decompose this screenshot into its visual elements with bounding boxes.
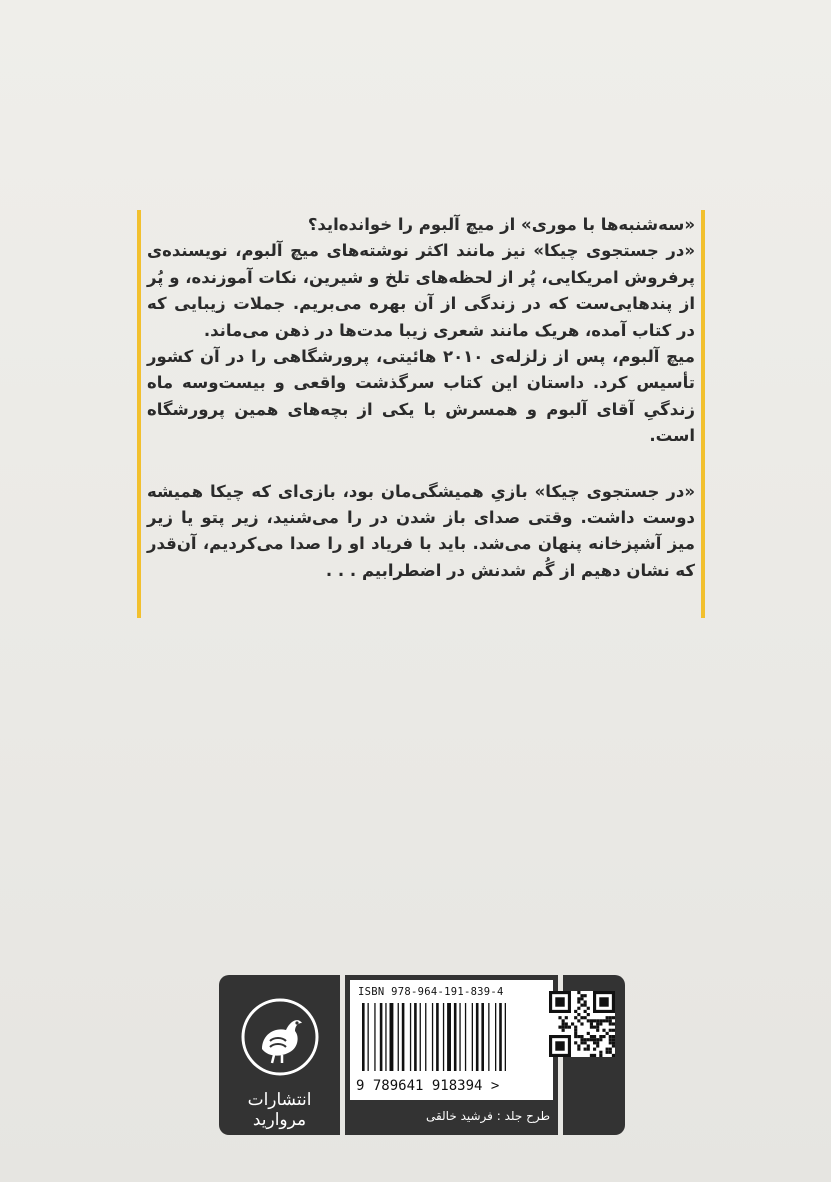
barcode-bar (447, 1003, 451, 1071)
qr-module (580, 1041, 583, 1044)
qr-module (580, 1022, 583, 1025)
qr-module (584, 1041, 587, 1044)
qr-module (612, 1022, 615, 1025)
qr-module (596, 1044, 599, 1047)
barcode-bar (499, 1003, 502, 1071)
qr-module (593, 1041, 596, 1044)
qr-module (580, 1038, 583, 1041)
barcode-panel (345, 975, 558, 1135)
qr-module (562, 1022, 565, 1025)
qr-module (612, 1035, 615, 1038)
qr-module (565, 1016, 568, 1019)
qr-module (587, 1044, 590, 1047)
qr-module (596, 1026, 599, 1029)
qr-module (596, 1019, 599, 1022)
qr-module (555, 997, 564, 1006)
qr-module (584, 1048, 587, 1051)
qr-module (609, 1048, 612, 1051)
qr-panel (563, 975, 625, 1135)
barcode-bar (476, 1003, 479, 1071)
qr-module (609, 1016, 612, 1019)
qr-module (609, 1035, 612, 1038)
qr-module (593, 1026, 596, 1029)
qr-module (568, 1026, 571, 1029)
qr-module (609, 1051, 612, 1054)
qr-module (590, 1022, 593, 1025)
barcode-bar (472, 1003, 473, 1071)
qr-module (577, 1044, 580, 1047)
barcode-bar (436, 1003, 439, 1071)
qr-module (580, 1004, 583, 1007)
qr-module (590, 1038, 593, 1041)
qr-module (580, 994, 583, 997)
qr-module (580, 1016, 583, 1019)
qr-module (606, 1016, 609, 1019)
qr-module (593, 1048, 596, 1051)
blurb-paragraph-intro: «در جستجوی چیکا» نیز مانند اکثر نوشته‌های میچ آلبوم، نویسنده‌ی پرفروش امریکایی، پُر از لحظه‌های تلخ و شیرین، نکات آموزنده، و پُر از پندهایی‌ست که در زندگی از آن بهره می‌بریم. جملات زیبایی که در کتاب آمده، هریک مانند شعری زیبا مدت‌ها در ذهن می‌ماند. (147, 241, 695, 340)
qr-module (577, 1000, 580, 1003)
qr-module (599, 1022, 602, 1025)
blurb-block (137, 210, 705, 618)
qr-module (571, 1022, 574, 1025)
qr-module (609, 1019, 612, 1022)
qr-module (577, 1019, 580, 1022)
cover-footer (219, 975, 625, 1135)
qr-module (612, 1041, 615, 1044)
qr-module (606, 1032, 609, 1035)
barcode-bar (465, 1003, 466, 1071)
qr-module (612, 1029, 615, 1032)
barcode-bar (420, 1003, 421, 1071)
barcode-bar (505, 1003, 506, 1071)
qr-module (584, 1000, 587, 1003)
barcode-graphic (360, 1003, 542, 1071)
qr-module (609, 1022, 612, 1025)
qr-module (577, 997, 580, 1000)
qr-module (612, 1054, 615, 1057)
qr-module (577, 1035, 580, 1038)
publisher-panel (219, 975, 340, 1135)
qr-module (599, 1019, 602, 1022)
qr-module (593, 1054, 596, 1057)
qr-module (606, 1019, 609, 1022)
accent-bar-left (137, 210, 141, 618)
qr-module (612, 1044, 615, 1047)
barcode-bar (481, 1003, 484, 1071)
qr-module (612, 1038, 615, 1041)
cover-designer-credit: طرح جلد : فرشید خالقی (425, 1109, 550, 1123)
qr-module (609, 1029, 612, 1032)
qr-module (587, 1007, 590, 1010)
qr-module (602, 1029, 605, 1032)
qr-module (558, 1016, 561, 1019)
qr-module (562, 1019, 565, 1022)
qr-module (593, 1035, 596, 1038)
qr-module (587, 1048, 590, 1051)
qr-module (599, 1051, 602, 1054)
barcode-bar (443, 1003, 444, 1071)
qr-module (584, 1004, 587, 1007)
barcode-bar (495, 1003, 496, 1071)
isbn-text: ISBN 978-964-191-839-4 (358, 986, 504, 998)
qr-module (609, 1038, 612, 1041)
barcode-bar (414, 1003, 417, 1071)
qr-module (562, 1026, 565, 1029)
qr-module (587, 1019, 590, 1022)
qr-module (599, 1035, 602, 1038)
qr-module (593, 1038, 596, 1041)
barcode-digits: 9 789641 918394 > (356, 1078, 500, 1094)
qr-module (587, 1038, 590, 1041)
qr-module (590, 1019, 593, 1022)
qr-module (609, 1041, 612, 1044)
qr-module (580, 997, 583, 1000)
barcode-bar (374, 1003, 375, 1071)
barcode-bar (390, 1003, 394, 1071)
qr-module (577, 1013, 580, 1016)
blurb-paragraph-question: «سه‌شنبه‌ها با موری» از میچ آلبوم را خوانده‌اید؟ (307, 215, 695, 234)
barcode-bar (425, 1003, 426, 1071)
publisher-name: انتشارات مروارید (247, 1090, 312, 1130)
barcode-bar (459, 1003, 460, 1071)
qr-module (565, 1022, 568, 1025)
qr-module (562, 1029, 565, 1032)
qr-module (577, 1048, 580, 1051)
qr-module (593, 1019, 596, 1022)
qr-module (574, 1035, 577, 1038)
qr-module (599, 1054, 602, 1057)
qr-module (565, 1026, 568, 1029)
qr-module (574, 1029, 577, 1032)
qr-module (612, 1016, 615, 1019)
qr-module (590, 1035, 593, 1038)
qr-module (590, 1054, 593, 1057)
blurb-text (147, 212, 695, 584)
barcode-bar (488, 1003, 489, 1071)
barcode-bar (385, 1003, 386, 1071)
qr-module (599, 997, 608, 1006)
qr-module (584, 1016, 587, 1019)
barcode-bar (432, 1003, 433, 1071)
barcode-bar (410, 1003, 411, 1071)
bird-logo-icon (240, 997, 320, 1077)
barcode-bar (398, 1003, 399, 1071)
qr-module (606, 1048, 609, 1051)
qr-module (555, 1041, 564, 1050)
qr-module (587, 1032, 590, 1035)
qr-module (574, 1010, 577, 1013)
qr-module (577, 991, 580, 994)
qr-module (580, 1035, 583, 1038)
qr-module (584, 1038, 587, 1041)
qr-module (596, 1022, 599, 1025)
qr-module (574, 1016, 577, 1019)
barcode-label (350, 980, 553, 1100)
blurb-paragraph-story: میچ آلبوم، پس از زلزله‌ی ۲۰۱۰ هائیتی، پرورشگاهی را در آن کشور تأسیس کرد. داستان این کتاب سرگذشت واقعی و بیست‌وسه ماه زندگیِ آقای آلبوم و همسرش با یکی از بچه‌های همین پرورشگاه است. (147, 347, 695, 446)
barcode-bar (402, 1003, 405, 1071)
qr-module (558, 1026, 561, 1029)
accent-bar-right (701, 210, 705, 618)
qr-module (584, 994, 587, 997)
qr-module (596, 1041, 599, 1044)
barcode-bar (454, 1003, 457, 1071)
qr-module (590, 1026, 593, 1029)
qr-module (602, 1019, 605, 1022)
qr-module (574, 1032, 577, 1035)
qr-module (596, 1038, 599, 1041)
blurb-paragraph-excerpt: «در جستجوی چیکا» بازیِ همیشگی‌مان بود، بازی‌ای که چیکا همیشه دوست داشت. وقتی صدای باز شدن در را می‌شنید، زیر پتو یا زیر میز آشپزخانه پنهان می‌شد. باید با فریاد او را صدا می‌کردیم، آن‌قدر که نشان دهیم از گُم شدنش در اضطرابیم . . . (147, 481, 695, 580)
qr-module (602, 1035, 605, 1038)
qr-module (574, 1026, 577, 1029)
barcode-bar (368, 1003, 369, 1071)
qr-module (587, 1013, 590, 1016)
qr-code-icon (549, 991, 615, 1057)
qr-module (584, 1010, 587, 1013)
barcode-bar (362, 1003, 365, 1071)
qr-module (606, 1051, 609, 1054)
barcode-bar (380, 1003, 383, 1071)
qr-module (596, 1029, 599, 1032)
qr-module (599, 1038, 602, 1041)
qr-module (574, 1041, 577, 1044)
qr-module (577, 1007, 580, 1010)
